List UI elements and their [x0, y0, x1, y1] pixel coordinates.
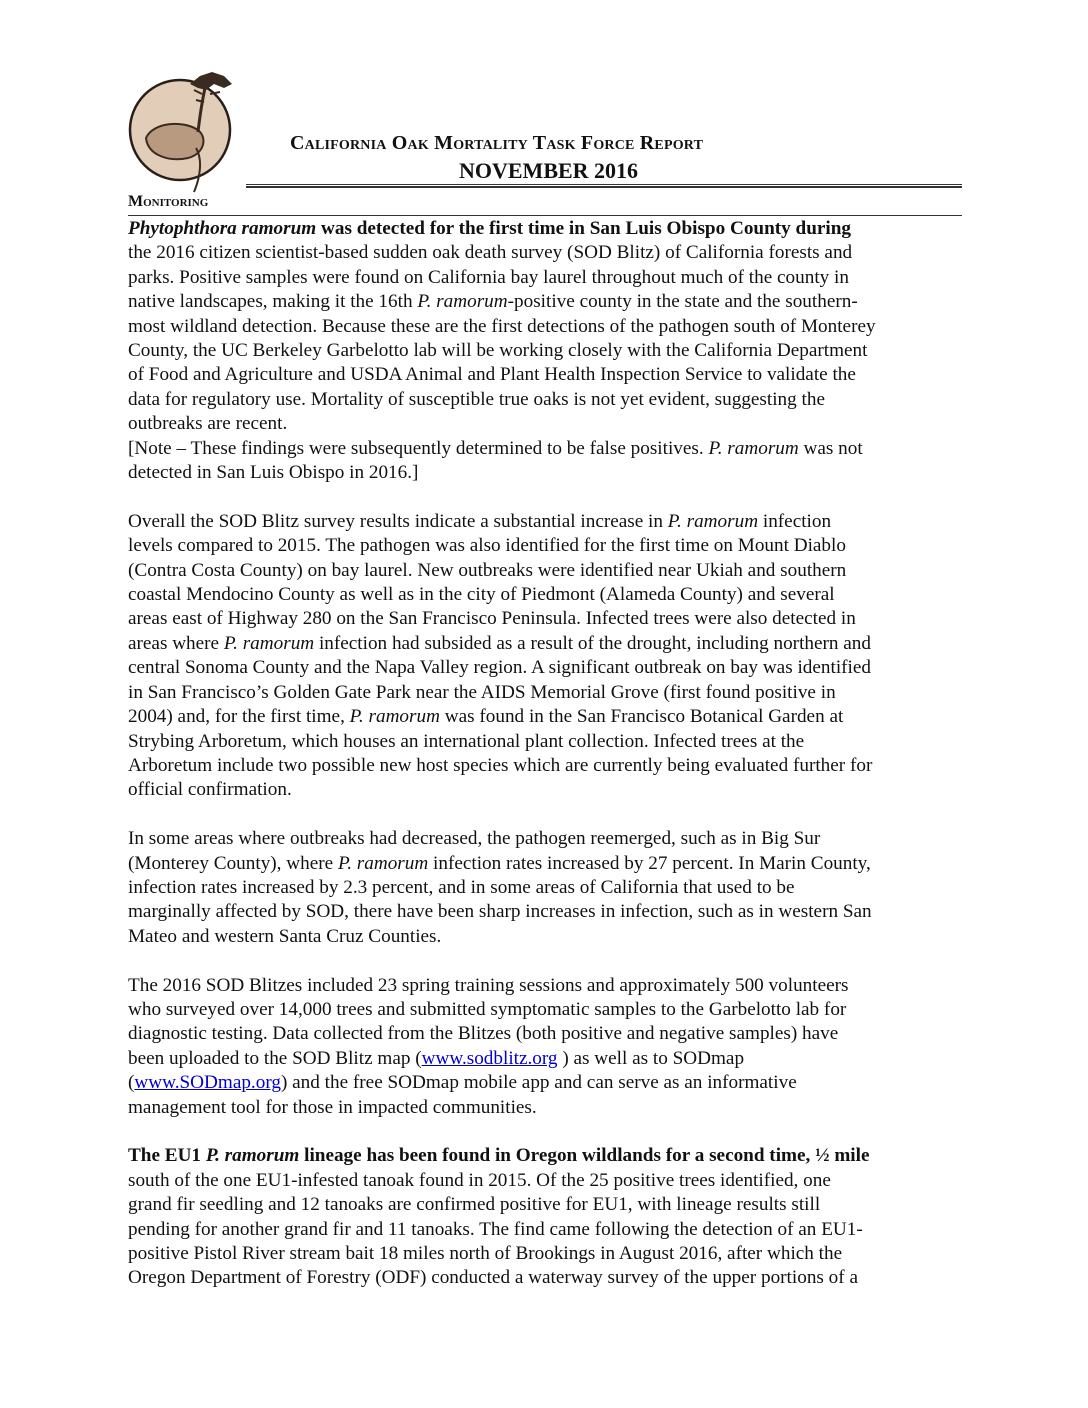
p1-line-8: data for regulatory use. Mortality of susceptible true oaks is not yet evident, suggesting the — [128, 388, 825, 410]
p4-line-5a: ( — [128, 1072, 135, 1094]
sodmap-link[interactable]: www.SODmap.org — [134, 1072, 281, 1094]
p1-line-4 — [128, 290, 962, 314]
p2-line-8: in San Francisco’s Golden Gate Park near the AIDS Memorial Grove (first found positive in — [128, 681, 836, 703]
report-body — [128, 217, 962, 1291]
p2-line-11: Arboretum include two possible new host species which are currently being evaluated further for — [128, 754, 873, 776]
p1-line-4b: -positive county in the state and the southern- — [507, 291, 858, 313]
p4-line-3: diagnostic testing. Data collected from the Blitzes (both positive and negative samples) have — [128, 1023, 839, 1045]
logo-acorn-shape — [146, 124, 203, 159]
p1-line-9: outbreaks are recent. — [128, 413, 288, 435]
p5-lead-italic: P. ramorum — [205, 1145, 300, 1167]
p1-line-2: the 2016 citizen scientist-based sudden oak death survey (SOD Blitz) of California forests and — [128, 242, 853, 264]
p5-line-6: Oregon Department of Forestry (ODF) conducted a waterway survey of the upper portions of a — [128, 1267, 858, 1289]
p5-line-3: grand fir seedling and 12 tanoaks are confirmed positive for EU1, with lineage results still — [128, 1194, 821, 1216]
p2-line-6 — [128, 632, 962, 656]
p4-line-6: management tool for those in impacted communities. — [128, 1096, 537, 1118]
p5-lead-a: The EU1 — [128, 1145, 206, 1167]
note-paragraph — [128, 437, 962, 486]
p1-lead-bold: was detected for the first time in San Luis Obispo County during — [316, 218, 852, 239]
note-line-2: detected in San Luis Obispo in 2016.] — [128, 462, 419, 484]
p3-line-3: infection rates increased by 2.3 percent, and in some areas of California that used to be — [128, 876, 795, 898]
header-rule — [246, 184, 962, 188]
p2-line-9-italic: P. ramorum — [349, 706, 440, 728]
p2-line-9b: was found in the San Francisco Botanical Garden at — [439, 706, 844, 728]
p4-line-2: who surveyed over 14,000 trees and submitted symptomatic samples to the Garbelotto lab for — [128, 998, 847, 1020]
p2-line-12: official confirmation. — [128, 779, 292, 801]
p5-line-4: pending for another grand fir and 11 tanoaks. The find came following the detection of an EU1- — [128, 1218, 863, 1240]
p2-line-6-italic: P. ramorum — [223, 632, 315, 654]
p4-line-1: The 2016 SOD Blitzes included 23 spring training sessions and approximately 500 volunteers — [128, 974, 849, 996]
p3-line-2 — [128, 852, 962, 876]
p5-line-5: positive Pistol River stream bait 18 miles north of Brookings in August 2016, after which the — [128, 1243, 843, 1264]
p3-line-2-italic: P. ramorum — [337, 852, 429, 874]
p1-line-4a: native landscapes, making it the 16th — [128, 291, 418, 313]
paragraph-3 — [128, 827, 962, 949]
p3-line-2b: infection rates increased by 27 percent. In Marin County, — [428, 852, 871, 874]
report-title: California Oak Mortality Task Force Report — [290, 132, 704, 154]
section-rule — [128, 215, 962, 216]
p3-line-2a: (Monterey County), where — [128, 852, 338, 874]
note-line-1b: was not — [798, 437, 863, 459]
p2-line-9 — [128, 705, 962, 729]
p1-line-1 — [128, 217, 962, 241]
p1-line-6: County, the UC Berkeley Garbelotto lab will be working closely with the California Department — [128, 340, 868, 362]
note-line-1-italic: P. ramorum — [708, 437, 799, 459]
p2-line-1a: Overall the SOD Blitz survey results indicate a substantial increase in — [128, 510, 668, 532]
p2-line-1-italic: P. ramorum — [667, 510, 759, 532]
paragraph-4 — [128, 974, 962, 1120]
note-line-1a: [Note – These findings were subsequently determined to be false positives. — [128, 437, 709, 459]
paragraph-2 — [128, 510, 962, 803]
p2-line-10: Strybing Arboretum, which houses an international plant collection. Infected trees at the — [128, 730, 805, 752]
sodblitz-link[interactable]: www.sodblitz.org — [421, 1047, 558, 1069]
p2-line-6b: infection had subsided as a result of the drought, including northern and — [314, 632, 871, 654]
p2-line-5: areas east of Highway 280 on the San Francisco Peninsula. Infected trees were also detected in — [128, 608, 856, 630]
p1-lead-italic: Phytophthora ramorum — [128, 218, 317, 239]
p3-line-4: marginally affected by SOD, there have been sharp increases in infection, such as in western San — [128, 901, 872, 923]
p2-line-1 — [128, 510, 962, 534]
p1-line-3: parks. Positive samples were found on California bay laurel throughout much of the county in — [128, 266, 849, 288]
p5-line-2: south of the one EU1-infested tanoak found in 2015. Of the 25 positive trees identified, one — [128, 1169, 831, 1191]
p2-line-2: levels compared to 2015. The pathogen was also identified for the first time on Mount Diablo — [128, 535, 846, 557]
p4-line-4 — [128, 1047, 962, 1071]
p4-line-5 — [128, 1071, 962, 1095]
paragraph-5 — [128, 1144, 962, 1290]
p2-line-7: central Sonoma County and the Napa Valley region. A significant outbreak on bay was identified — [128, 657, 871, 679]
p2-line-1b: infection — [758, 510, 832, 532]
paragraph-1 — [128, 217, 962, 437]
p2-line-6a: areas where — [128, 632, 224, 654]
p2-line-4: coastal Mendocino County as well as in the city of Piedmont (Alameda County) and several — [128, 584, 835, 606]
oak-mortality-logo — [128, 70, 243, 195]
p4-line-5b: ) and the free SODmap mobile app and can serve as an informative — [280, 1072, 797, 1094]
p3-line-1: In some areas where outbreaks had decreased, the pathogen reemerged, such as in Big Sur — [128, 828, 821, 850]
report-month: NOVEMBER 2016 — [459, 158, 639, 183]
p1-line-4-italic: P. ramorum — [417, 291, 508, 313]
p1-line-7: of Food and Agriculture and USDA Animal and Plant Health Inspection Service to validate the — [128, 364, 856, 386]
p4-line-4a: been uploaded to the SOD Blitz map ( — [128, 1047, 422, 1069]
p2-line-9a: 2004) and, for the first time, — [128, 706, 350, 728]
p5-lead-b: lineage has been found in Oregon wildlands for a second time, ½ mile — [299, 1145, 870, 1167]
p2-line-3: (Contra Costa County) on bay laurel. New outbreaks were identified near Ukiah and southern — [128, 559, 847, 581]
section-heading: Monitoring — [128, 193, 209, 210]
p4-line-4b: ) as well as to SODmap — [557, 1047, 745, 1069]
p1-line-5: most wildland detection. Because these are the first detections of the pathogen south of Monterey — [128, 315, 876, 337]
note-line-1 — [128, 437, 962, 461]
p3-line-5: Mateo and western Santa Cruz Counties. — [128, 925, 442, 947]
p5-line-1 — [128, 1144, 962, 1168]
